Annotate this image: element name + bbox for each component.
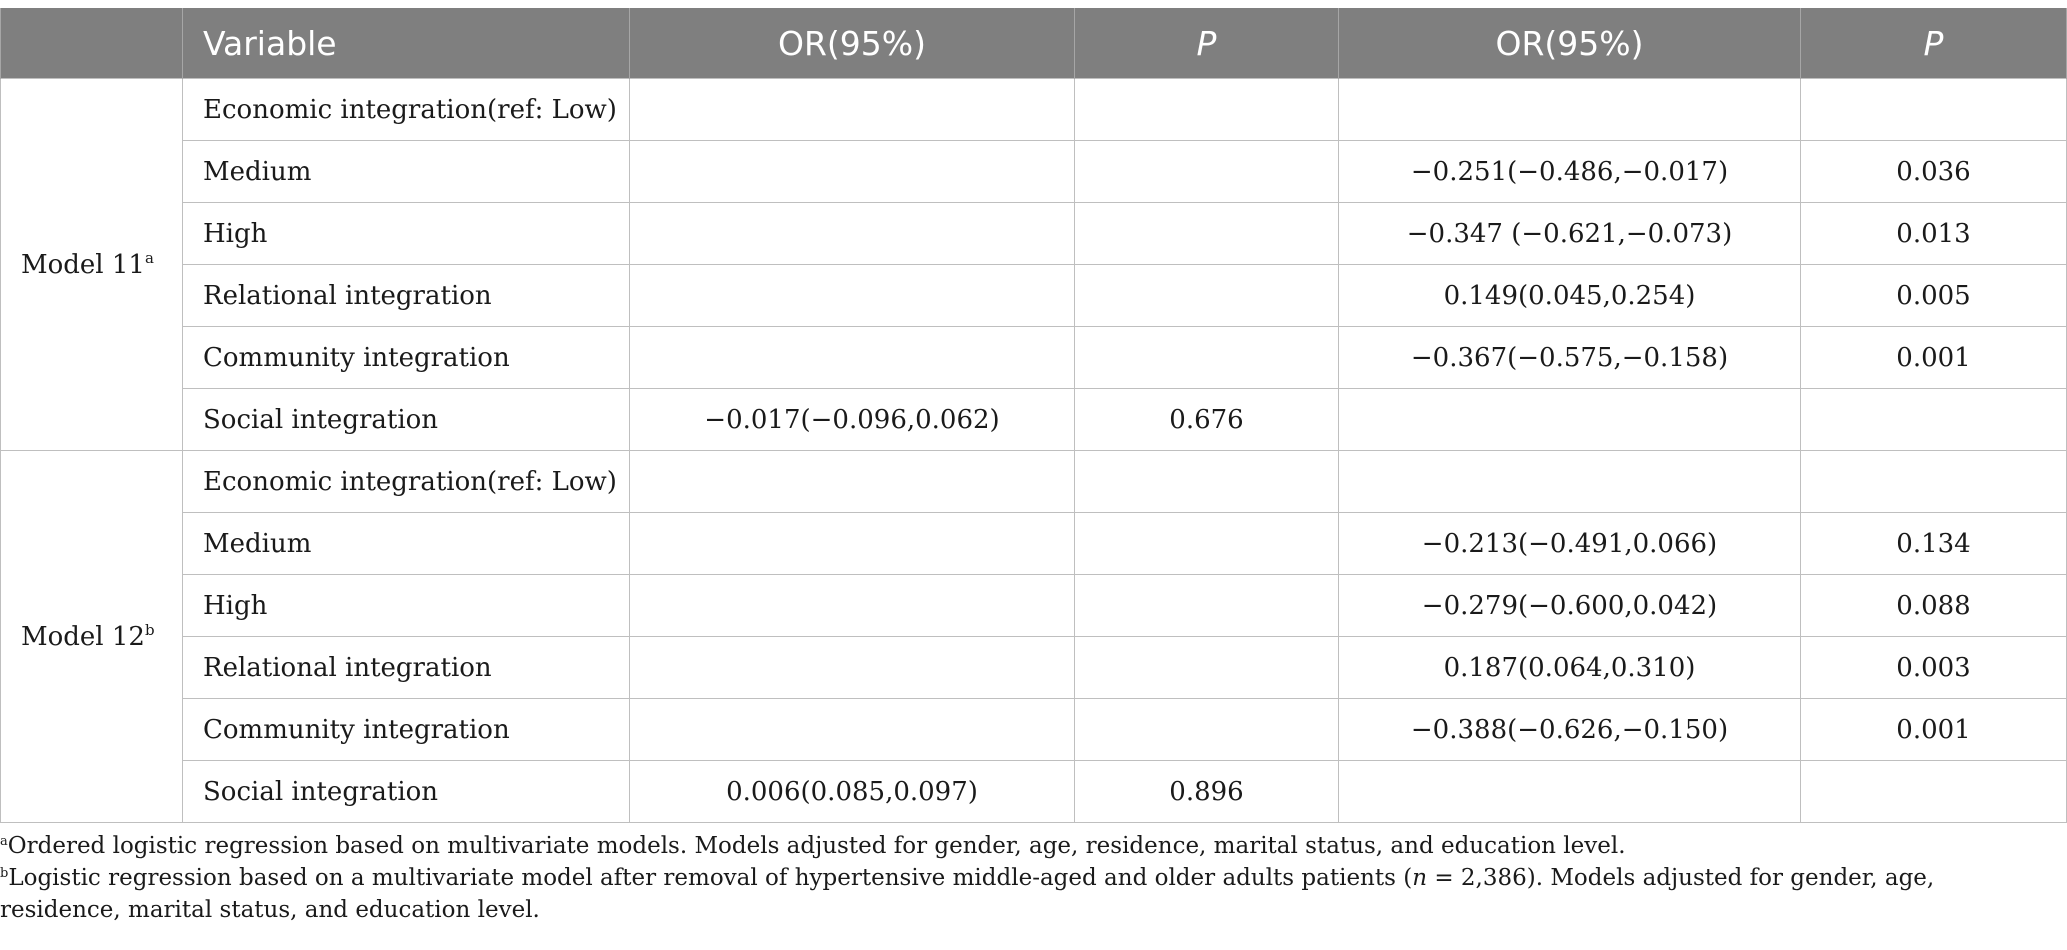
footnote-marker-a: a xyxy=(0,834,8,849)
variable-cell: High xyxy=(183,575,630,637)
footnote-b xyxy=(0,862,2060,926)
table-row xyxy=(1,79,2067,141)
or-cell-2: −0.251(−0.486,−0.017) xyxy=(1339,141,1801,203)
variable-cell: Relational integration xyxy=(183,265,630,327)
variable-cell: Social integration xyxy=(183,389,630,451)
or-cell-1 xyxy=(630,79,1075,141)
header-model-column xyxy=(1,8,183,79)
p-cell-2: 0.036 xyxy=(1801,141,2067,203)
or-cell-2: −0.388(−0.626,−0.150) xyxy=(1339,699,1801,761)
p-cell-1 xyxy=(1075,637,1339,699)
table-row xyxy=(1,327,2067,389)
p-cell-1 xyxy=(1075,451,1339,513)
variable-cell: Community integration xyxy=(183,699,630,761)
header-p-1: P xyxy=(1075,8,1339,79)
model-footnote-marker: b xyxy=(144,620,155,639)
model-footnote-marker: a xyxy=(144,248,154,267)
or-cell-2 xyxy=(1339,761,1801,823)
p-cell-2: 0.001 xyxy=(1801,699,2067,761)
footnote-b-n-symbol: n xyxy=(1412,865,1428,891)
regression-results-table xyxy=(0,8,2067,823)
footnote-b-text-end: = 2,386). Models adjusted for gender, age, residence, marital status, and education level. xyxy=(0,865,1935,923)
or-cell-1 xyxy=(630,513,1075,575)
p-cell-2 xyxy=(1801,389,2067,451)
or-cell-1 xyxy=(630,265,1075,327)
p-cell-1: 0.676 xyxy=(1075,389,1339,451)
p-cell-2 xyxy=(1801,451,2067,513)
table-footnotes xyxy=(0,830,2060,926)
p-cell-2 xyxy=(1801,79,2067,141)
header-row xyxy=(1,8,2067,79)
header-variable: Variable xyxy=(183,8,630,79)
p-cell-1 xyxy=(1075,141,1339,203)
or-cell-2 xyxy=(1339,79,1801,141)
table-body xyxy=(1,79,2067,823)
model-label: Model 12 xyxy=(21,621,145,652)
table-row xyxy=(1,513,2067,575)
or-cell-2: 0.149(0.045,0.254) xyxy=(1339,265,1801,327)
p-cell-1 xyxy=(1075,513,1339,575)
table-row xyxy=(1,389,2067,451)
table-row xyxy=(1,451,2067,513)
or-cell-1 xyxy=(630,203,1075,265)
p-cell-2: 0.005 xyxy=(1801,265,2067,327)
p-cell-1 xyxy=(1075,699,1339,761)
or-cell-2: −0.279(−0.600,0.042) xyxy=(1339,575,1801,637)
footnote-b-text-start: Logistic regression based on a multivariate model after removal of hypertensive middle-aged and older adults patients ( xyxy=(8,865,1413,891)
variable-cell: Economic integration(ref: Low) xyxy=(183,451,630,513)
table-row xyxy=(1,761,2067,823)
p-cell-1: 0.896 xyxy=(1075,761,1339,823)
or-cell-2 xyxy=(1339,451,1801,513)
table-row xyxy=(1,141,2067,203)
p-cell-2: 0.003 xyxy=(1801,637,2067,699)
variable-cell: High xyxy=(183,203,630,265)
or-cell-1: −0.017(−0.096,0.062) xyxy=(630,389,1075,451)
p-cell-1 xyxy=(1075,265,1339,327)
header-p-2: P xyxy=(1801,8,2067,79)
model-label-cell xyxy=(1,451,183,823)
model-label-cell xyxy=(1,79,183,451)
table-row xyxy=(1,699,2067,761)
p-cell-1 xyxy=(1075,203,1339,265)
p-cell-2 xyxy=(1801,761,2067,823)
or-cell-1: 0.006(0.085,0.097) xyxy=(630,761,1075,823)
or-cell-1 xyxy=(630,637,1075,699)
or-cell-2: −0.347 (−0.621,−0.073) xyxy=(1339,203,1801,265)
or-cell-2: 0.187(0.064,0.310) xyxy=(1339,637,1801,699)
variable-cell: Economic integration(ref: Low) xyxy=(183,79,630,141)
variable-cell: Community integration xyxy=(183,327,630,389)
footnote-a-text: Ordered logistic regression based on multivariate models. Models adjusted for gender, age, residence, marital status, and education level. xyxy=(7,833,1626,859)
table-row xyxy=(1,203,2067,265)
or-cell-2: −0.213(−0.491,0.066) xyxy=(1339,513,1801,575)
header-or-2: OR(95%) xyxy=(1339,8,1801,79)
results-table-container xyxy=(0,8,2067,823)
p-cell-1 xyxy=(1075,575,1339,637)
variable-cell: Social integration xyxy=(183,761,630,823)
variable-cell: Medium xyxy=(183,141,630,203)
p-cell-2: 0.134 xyxy=(1801,513,2067,575)
footnote-a xyxy=(0,830,2060,862)
p-cell-2: 0.088 xyxy=(1801,575,2067,637)
header-or-1: OR(95%) xyxy=(630,8,1075,79)
variable-cell: Relational integration xyxy=(183,637,630,699)
table-row xyxy=(1,637,2067,699)
or-cell-2 xyxy=(1339,389,1801,451)
table-row xyxy=(1,265,2067,327)
p-cell-1 xyxy=(1075,327,1339,389)
or-cell-1 xyxy=(630,141,1075,203)
or-cell-1 xyxy=(630,451,1075,513)
p-cell-2: 0.013 xyxy=(1801,203,2067,265)
or-cell-2: −0.367(−0.575,−0.158) xyxy=(1339,327,1801,389)
model-label: Model 11 xyxy=(21,249,145,280)
table-row xyxy=(1,575,2067,637)
or-cell-1 xyxy=(630,575,1075,637)
footnote-marker-b: b xyxy=(0,866,9,881)
or-cell-1 xyxy=(630,699,1075,761)
variable-cell: Medium xyxy=(183,513,630,575)
p-cell-2: 0.001 xyxy=(1801,327,2067,389)
or-cell-1 xyxy=(630,327,1075,389)
p-cell-1 xyxy=(1075,79,1339,141)
